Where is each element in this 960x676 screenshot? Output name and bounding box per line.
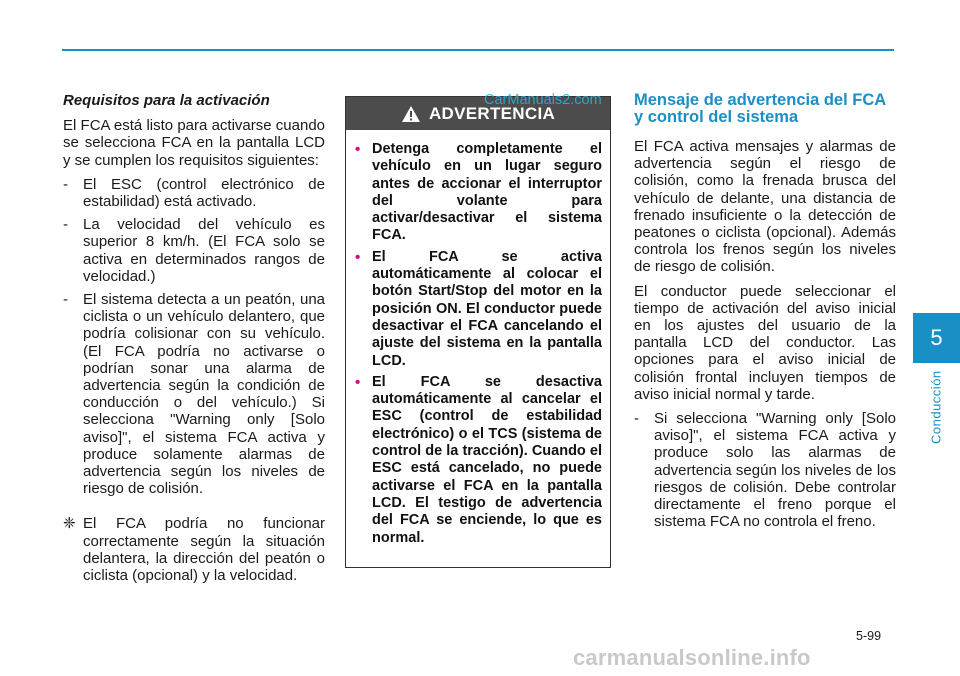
note-text: El FCA podría no funcionar correctamente según la situación delantera, la dirección del peatón o ciclista (opcional) y la velocidad. [83,515,325,585]
warning-box [345,96,611,568]
bullet-dot: • [355,141,361,158]
header-rule [62,49,894,51]
dash-marker: - [634,410,639,428]
dash-marker: - [63,291,68,309]
warning-bullet-text: Detenga completamente el vehículo en un lugar seguro antes de accionar el interruptor del volante para activar/desactivar el sistema FCA. [372,141,602,244]
watermark-bottom[interactable]: carmanualsonline.info [573,645,811,670]
dash-marker: - [63,216,68,234]
warning-bullet [355,374,602,547]
chapter-tab[interactable] [913,313,960,363]
warning-bullet [355,141,602,245]
warning-body [355,141,602,551]
left-column [63,92,325,584]
list-item-text: Si selecciona "Warning only [Solo aviso]", el sistema FCA activa y produce solo las alarmas de advertencia según los niveles de los riesgos de colisión. Debe controlar directamente el freno porque el sistema FCA no controla el freno. [654,410,896,531]
dash-marker: - [63,175,68,193]
warning-title: ADVERTENCIA [428,103,556,123]
intro-paragraph: El FCA está listo para activarse cuando se selecciona FCA en la pantalla LCD y se cumplen los requisitos siguientes: [63,117,325,169]
note [63,515,325,584]
list-item [634,410,896,530]
watermark-top[interactable]: CarManuals2.com [484,92,602,108]
chapter-number: 5 [930,325,943,350]
section-heading: Mensaje de advertencia del FCA y control del sistema [634,91,886,126]
section-heading: Requisitos para la activación [63,92,270,109]
right-column [634,92,896,536]
chapter-label: Conducción [928,370,944,444]
list-item [63,291,325,497]
bullet-dot: • [355,373,361,391]
list-item-text: El sistema detecta a un peatón, una ciclista o un vehículo delantero, que podría colisionar con su vehículo. (El FCA podría no activarse o podrían sonar una alarma de advertencia según la condición de conducción o del vehículo.) Si selecciona "Warning only [Solo aviso]", el sistema FCA activa y produce solamente alarmas de advertencia según los niveles de riesgo de colisión. [83,291,325,498]
page-number: 5-99 [856,629,882,643]
warning-bullet-text: El FCA se desactiva automáticamente al cancelar el ESC (control de estabilidad electrónico) o el TCS (sistema de control de la tracción). Cuando el ESC está cancelado, no puede activarse el FCA en la pantalla LCD. El testigo de advertencia del FCA se enciende, lo que es normal. [372,373,602,546]
warning-triangle-icon [401,105,421,123]
warning-bullet [355,249,602,370]
list-item-text: La velocidad del vehículo es superior 8 km/h. (El FCA solo se activa en determinados rangos de velocidad.) [83,216,325,285]
bullet-dot: • [355,248,361,266]
note-icon: ❈ [63,515,76,533]
paragraph: El FCA activa mensajes y alarmas de advertencia según el riesgo de colisión, como la frenada brusca del vehículo de delante, una distancia de frenado insuficiente o la detección de peatones o ciclista (opcional). Además controla los frenos según los niveles de riesgo de colisión. [634,138,896,276]
list-item [63,216,325,285]
paragraph: El conductor puede seleccionar el tiempo de activación del aviso inicial en los ajustes del usuario de la pantalla LCD del conductor. Las opciones para el aviso inicial de colisión frontal incluyen tiempos de aviso inicial normal y tarde. [634,282,896,403]
list-item-text: El ESC (control electrónico de estabilidad) está activado. [83,175,325,211]
warning-bullet-text: El FCA se activa automáticamente al colocar el botón Start/Stop del motor en la posición ON. El conductor puede desactivar el FCA cancelando el ajuste del sistema en la pantalla LCD. [372,248,602,369]
list-item [63,176,325,210]
